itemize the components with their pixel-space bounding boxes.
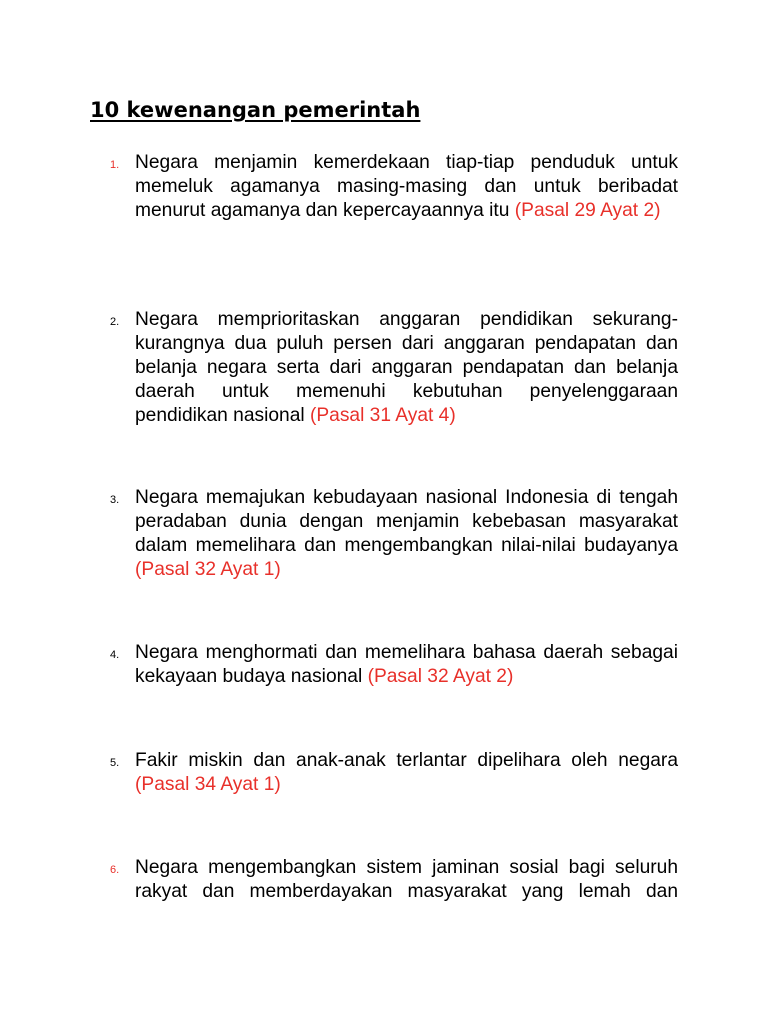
list-item bbox=[110, 641, 678, 689]
list-item bbox=[110, 486, 678, 582]
list-item-body bbox=[135, 856, 678, 904]
list-item-text: Negara memajukan kebudayaan nasional Indonesia di tengah peradaban dunia dengan menjamin kebebasan masyarakat dalam memelihara dan mengembangkan nilai-nilai budayanya bbox=[135, 487, 678, 556]
list-item-text: Negara mengembangkan sistem jaminan sosial bagi seluruh rakyat dan memberdayakan masyarakat yang lemah dan bbox=[135, 857, 678, 902]
list-item-body bbox=[135, 641, 678, 689]
article-reference: (Pasal 29 Ayat 2) bbox=[514, 200, 661, 221]
list-item-number: 1. bbox=[110, 159, 120, 171]
list-item-body bbox=[135, 308, 678, 428]
list-item-body bbox=[135, 151, 678, 223]
list-item-text: Negara menghormati dan memelihara bahasa daerah sebagai kekayaan budaya nasional bbox=[135, 642, 678, 687]
article-reference: (Pasal 31 Ayat 4) bbox=[309, 405, 456, 426]
page-title: 10 kewenangan pemerintah bbox=[90, 98, 421, 122]
article-reference: (Pasal 32 Ayat 1) bbox=[135, 559, 281, 580]
list-item-text: Negara menjamin kemerdekaan tiap-tiap penduduk untuk memeluk agamanya masing-masing dan untuk beribadat menurut agamanya dan kepercayaannya itu bbox=[135, 152, 678, 221]
list-item-body bbox=[135, 486, 678, 582]
list-item bbox=[110, 856, 678, 904]
list-item-number: 4. bbox=[110, 649, 120, 661]
list-item bbox=[110, 151, 678, 223]
list-item bbox=[110, 749, 678, 797]
list-item-text: Fakir miskin dan anak-anak terlantar dipelihara oleh negara bbox=[135, 750, 678, 771]
list-item-text: Negara memprioritaskan anggaran pendidikan sekurang-kurangnya dua puluh persen dari anggaran pendapatan dan belanja negara serta dari anggaran pendapatan dan belanja daerah untuk memenuhi kebutuhan penyelenggaraan pendidikan nasional bbox=[135, 309, 678, 426]
list-item-number: 3. bbox=[110, 494, 120, 506]
list-item-number: 5. bbox=[110, 757, 120, 769]
article-reference: (Pasal 32 Ayat 2) bbox=[367, 666, 514, 687]
list-item-number: 2. bbox=[110, 316, 120, 328]
list-item bbox=[110, 308, 678, 428]
list-item-body bbox=[135, 749, 678, 797]
article-reference: (Pasal 34 Ayat 1) bbox=[135, 774, 281, 795]
list-item-number: 6. bbox=[110, 864, 120, 876]
